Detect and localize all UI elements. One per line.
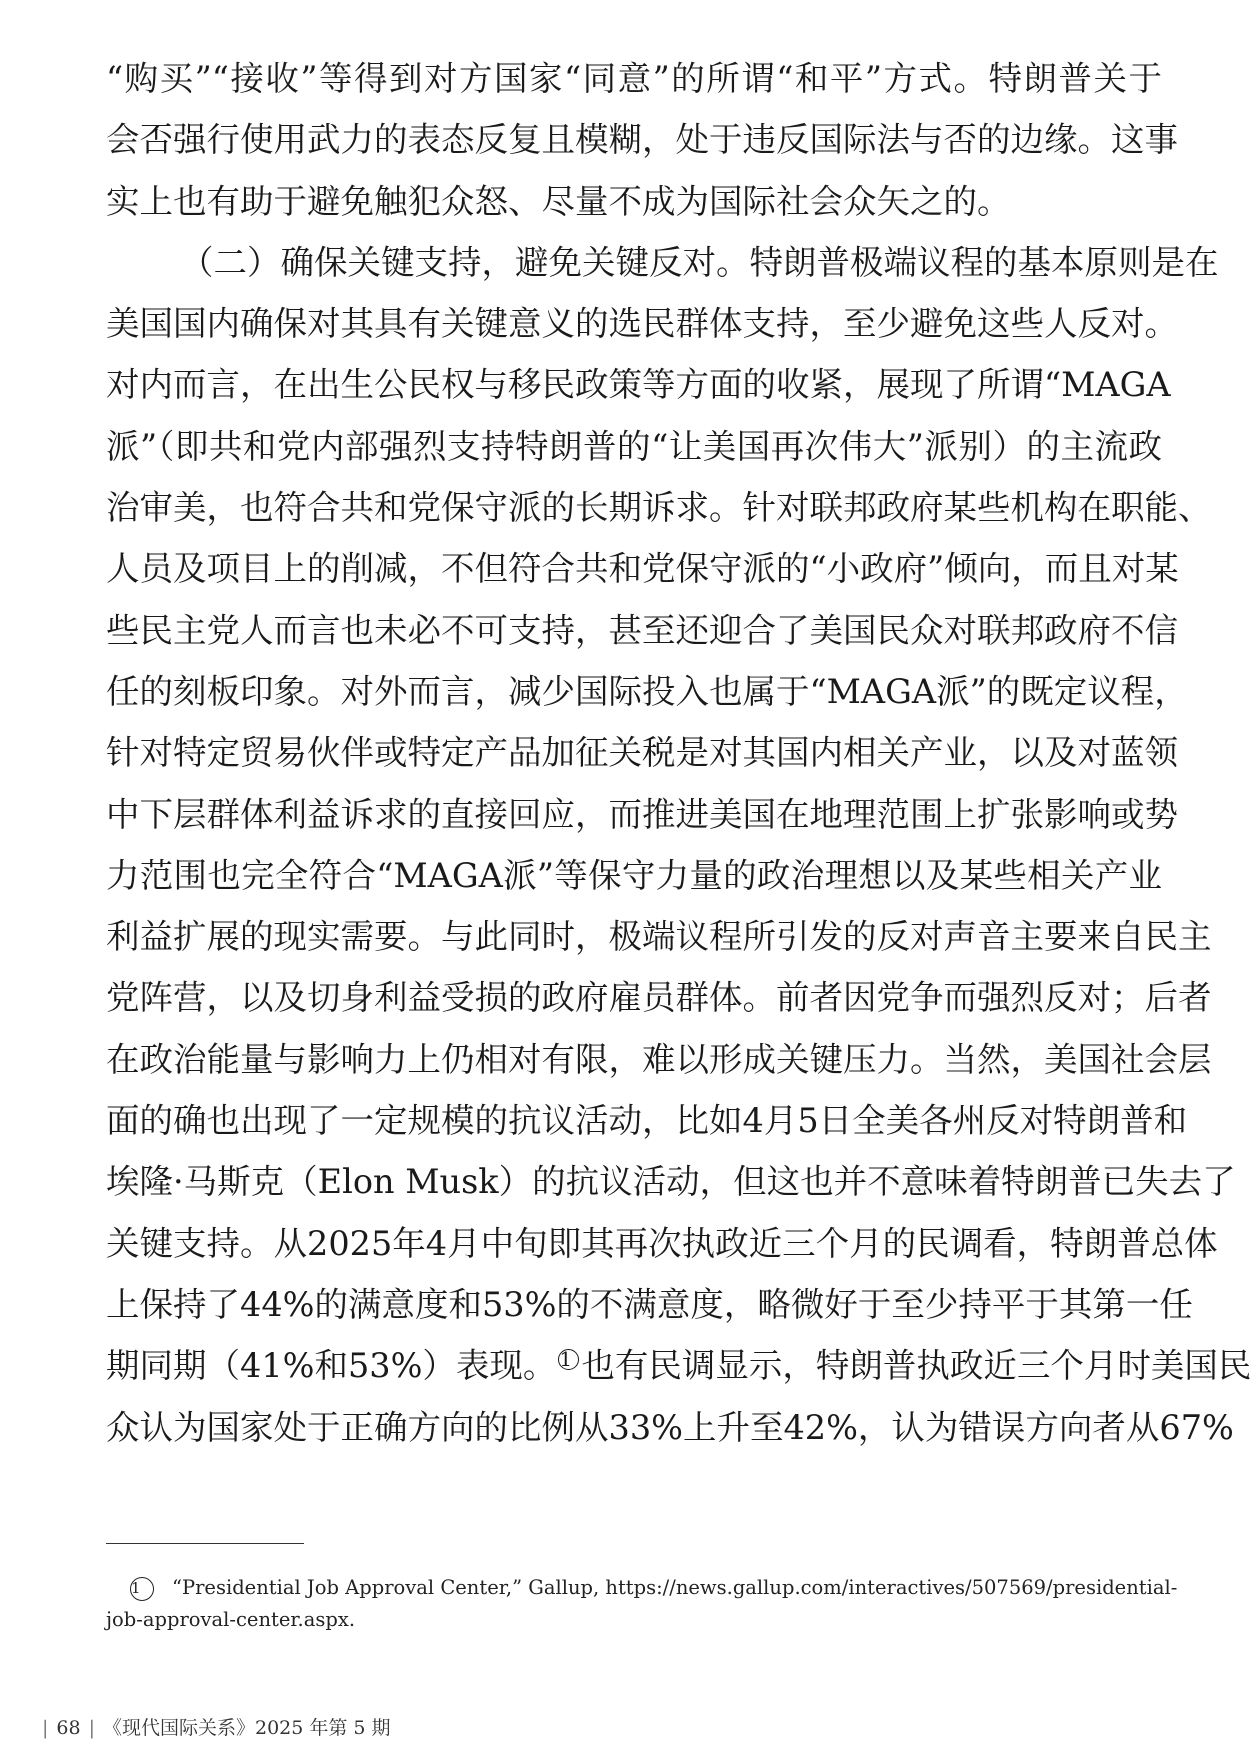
text-line: 面的确也出现了一定规模的抗议活动，比如4月5日全美各州反对特朗普和 <box>106 1101 1188 1141</box>
footnote-line[interactable]: job-approval-center.aspx. <box>106 1608 356 1631</box>
text-line: 利益扩展的现实需要。与此同时，极端议程所引发的反对声音主要来自民主 <box>106 917 1212 957</box>
journal-title: 《现代国际关系》2025 年第 5 期 <box>103 1717 391 1739</box>
footnote <box>106 1572 1178 1636</box>
text-segment: 期同期（41%和53%）表现。 <box>106 1346 557 1386</box>
folio-separator: | <box>88 1717 95 1739</box>
footnote-number: 1 <box>130 1577 154 1601</box>
section-heading-line: （二）确保关键支持，避免关键反对。特朗普极端议程的基本原则是在 <box>180 242 1219 282</box>
text-line: 美国国内确保对其具有关键意义的选民群体支持，至少避免这些人反对。 <box>106 304 1178 344</box>
footnote-divider <box>106 1543 304 1544</box>
footnote-reference[interactable]: 1 <box>558 1349 579 1370</box>
footnote-line <box>106 1572 1178 1604</box>
body-text <box>106 48 1251 1458</box>
text-line: 派”（即共和党内部强烈支持特朗普的“让美国再次伟大”派别）的主流政 <box>106 426 1162 466</box>
text-line: 中下层群体利益诉求的直接回应，而推进美国在地理范围上扩张影响或势 <box>106 794 1178 834</box>
text-line: 力范围也完全符合“MAGA派”等保守力量的政治理想以及某些相关产业 <box>106 855 1162 895</box>
folio-separator: | <box>42 1717 49 1739</box>
text-line: 关键支持。从2025年4月中旬即其再次执政近三个月的民调看，特朗普总体 <box>106 1223 1218 1263</box>
text-line: 上保持了44%的满意度和53%的不满意度，略微好于至少持平于其第一任 <box>106 1284 1193 1324</box>
text-line-with-footnote <box>106 1335 1251 1396</box>
text-line: 治审美，也符合共和党保守派的长期诉求。针对联邦政府某些机构在职能、 <box>106 488 1212 528</box>
page-footer <box>34 1713 391 1740</box>
page-number: 68 <box>56 1717 81 1739</box>
text-line: 埃隆·马斯克（Elon Musk）的抗议活动，但这也并不意味着特朗普已失去了 <box>106 1162 1236 1202</box>
text-line: 人员及项目上的削减，不但符合共和党保守派的“小政府”倾向，而且对某 <box>106 549 1179 589</box>
text-line: 些民主党人而言也未必不可支持，甚至还迎合了美国民众对联邦政府不信 <box>106 610 1178 650</box>
text-line: “购买”“接收”等得到对方国家“同意”的所谓“和平”方式。特朗普关于 <box>106 59 1162 98</box>
text-line: 对内而言，在出生公民权与移民政策等方面的收紧，展现了所谓“MAGA <box>106 365 1171 405</box>
text-line: 党阵营，以及切身利益受损的政府雇员群体。前者因党争而强烈反对；后者 <box>106 978 1212 1018</box>
text-segment: 也有民调显示，特朗普执政近三个月时美国民 <box>581 1346 1251 1386</box>
text-line: 众认为国家处于正确方向的比例从33%上升至42%，认为错误方向者从67% <box>106 1407 1234 1447</box>
footnote-text[interactable]: “Presidential Job Approval Center,” Gallup, https://news.gallup.com/interactives/507569/presidential- <box>172 1576 1178 1599</box>
text-line: 在政治能量与影响力上仍相对有限，难以形成关键压力。当然，美国社会层 <box>106 1039 1212 1079</box>
text-line: 针对特定贸易伙伴或特定产品加征关税是对其国内相关产业，以及对蓝领 <box>106 733 1178 773</box>
text-line: 实上也有助于避免触犯众怒、尽量不成为国际社会众矢之的。 <box>106 181 1011 221</box>
text-line: 会否强行使用武力的表态反复且模糊，处于违反国际法与否的边缘。这事 <box>106 120 1178 160</box>
text-line: 任的刻板印象。对外而言，减少国际投入也属于“MAGA派”的既定议程， <box>106 671 1188 711</box>
